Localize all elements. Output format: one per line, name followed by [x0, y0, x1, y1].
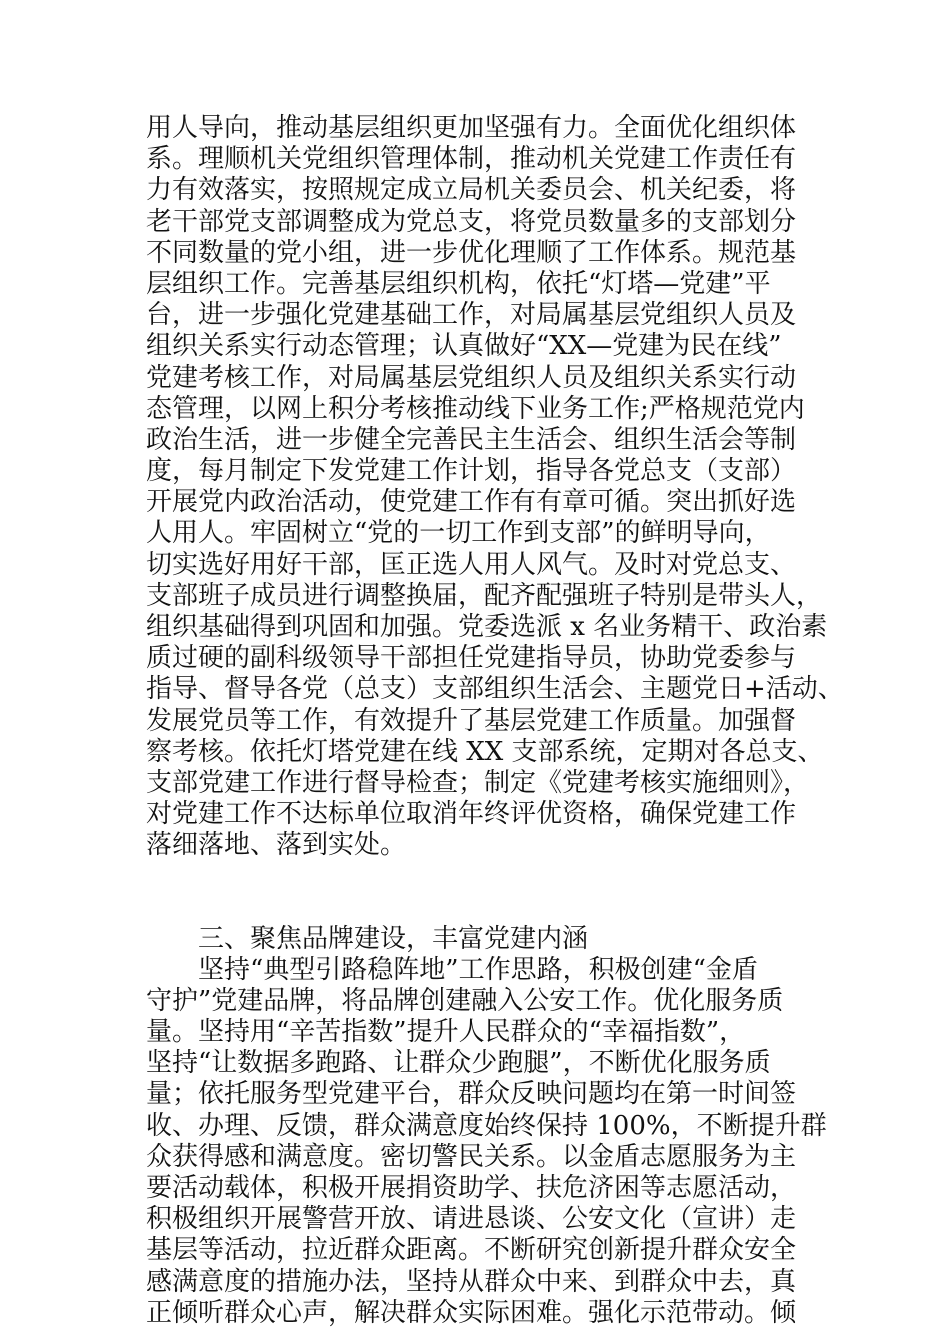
- text-line: 系。理顺机关党组织管理体制，推动机关党建工作责任有: [146, 144, 797, 175]
- text-line: 对党建工作不达标单位取消年终评优资格，确保党建工作: [146, 799, 797, 830]
- text-line: 人用人。牢固树立“党的一切工作到支部”的鲜明导向，: [146, 518, 771, 549]
- text-line: 老干部党支部调整成为党总支，将党员数量多的支部划分: [146, 206, 797, 237]
- text-line: 众获得感和满意度。密切警民关系。以金盾志愿服务为主: [146, 1141, 797, 1172]
- text-line: 发展党员等工作，有效提升了基层党建工作质量。加强督: [146, 705, 797, 736]
- text-line: 量。坚持用“辛苦指数”提升人民群众的“幸福指数”，: [146, 1017, 746, 1048]
- text-line: 用人导向，推动基层组织更加坚强有力。全面优化组织体: [146, 113, 797, 143]
- paragraph-party-building-organization: [146, 113, 844, 862]
- text-line: 落细落地、落到实处。: [146, 830, 407, 861]
- text-line: 政治生活，进一步健全完善民主生活会、组织生活会等制: [146, 424, 797, 455]
- text-line: 量；依托服务型党建平台，群众反映问题均在第一时间签: [146, 1079, 797, 1110]
- text-line: 坚持“典型引路稳阵地”工作思路，积极创建“金盾: [198, 954, 758, 985]
- text-line: 开展党内政治活动，使党建工作有有章可循。突出抓好选: [146, 487, 797, 518]
- text-line: 守护”党建品牌，将品牌创建融入公安工作。优化服务质: [146, 985, 784, 1016]
- text-line: 支部班子成员进行调整换届，配齐配强班子特别是带头人，: [146, 580, 823, 611]
- text-line: 察考核。依托灯塔党建在线 XX 支部系统，定期对各总支、: [146, 736, 824, 767]
- text-line: 力有效落实，按照规定成立局机关委员会、机关纪委，将: [146, 175, 797, 206]
- text-line: 度，每月制定下发党建工作计划，指导各党总支（支部）: [146, 456, 797, 487]
- text-line: 坚持“让数据多跑路、让群众少跑腿”，不断优化服务质: [146, 1048, 771, 1079]
- text-line: 支部党建工作进行督导检查；制定《党建考核实施细则》，: [146, 767, 810, 798]
- text-line: 积极组织开展警营开放、请进恳谈、公安文化（宣讲）走: [146, 1204, 797, 1235]
- text-line: 正倾听群众心声，解决群众实际困难。强化示范带动。倾: [146, 1297, 797, 1328]
- paragraph-brand-building: [146, 955, 826, 1329]
- document-page: [146, 113, 844, 1329]
- text-line: 切实选好用好干部，匡正选人用人风气。及时对党总支、: [146, 549, 797, 580]
- text-line: 组织关系实行动态管理；认真做好“XX—党建为民在线”: [146, 331, 782, 362]
- text-line: 态管理，以网上积分考核推动线下业务工作;严格规范党内: [146, 393, 805, 424]
- text-line: 要活动载体，积极开展捐资助学、扶危济困等志愿活动，: [146, 1173, 797, 1203]
- text-line: 质过硬的副科级领导干部担任党建指导员，协助党委参与: [146, 643, 797, 674]
- paragraph-spacer: [146, 862, 826, 924]
- section-heading: 三、聚焦品牌建设，丰富党建内涵: [198, 923, 589, 954]
- text-line: 党建考核工作，对局属基层党组织人员及组织关系实行动: [146, 362, 797, 393]
- text-line: 指导、督导各党（总支）支部组织生活会、主题党日+活动、: [146, 674, 844, 705]
- text-line: 基层等活动，拉近群众距离。不断研究创新提升群众安全: [146, 1235, 797, 1266]
- text-line: 收、办理、反馈，群众满意度始终保持 100%，不断提升群: [146, 1110, 827, 1141]
- text-line: 台，进一步强化党建基础工作，对局属基层党组织人员及: [146, 300, 797, 331]
- text-line: 不同数量的党小组，进一步优化理顺了工作体系。规范基: [146, 237, 797, 268]
- text-line: 组织基础得到巩固和加强。党委选派 x 名业务精干、政治素: [146, 612, 828, 642]
- text-line: 感满意度的措施办法，坚持从群众中来、到群众中去，真: [146, 1266, 797, 1297]
- text-line: 层组织工作。完善基层组织机构，依托“灯塔—党建”平: [146, 268, 771, 299]
